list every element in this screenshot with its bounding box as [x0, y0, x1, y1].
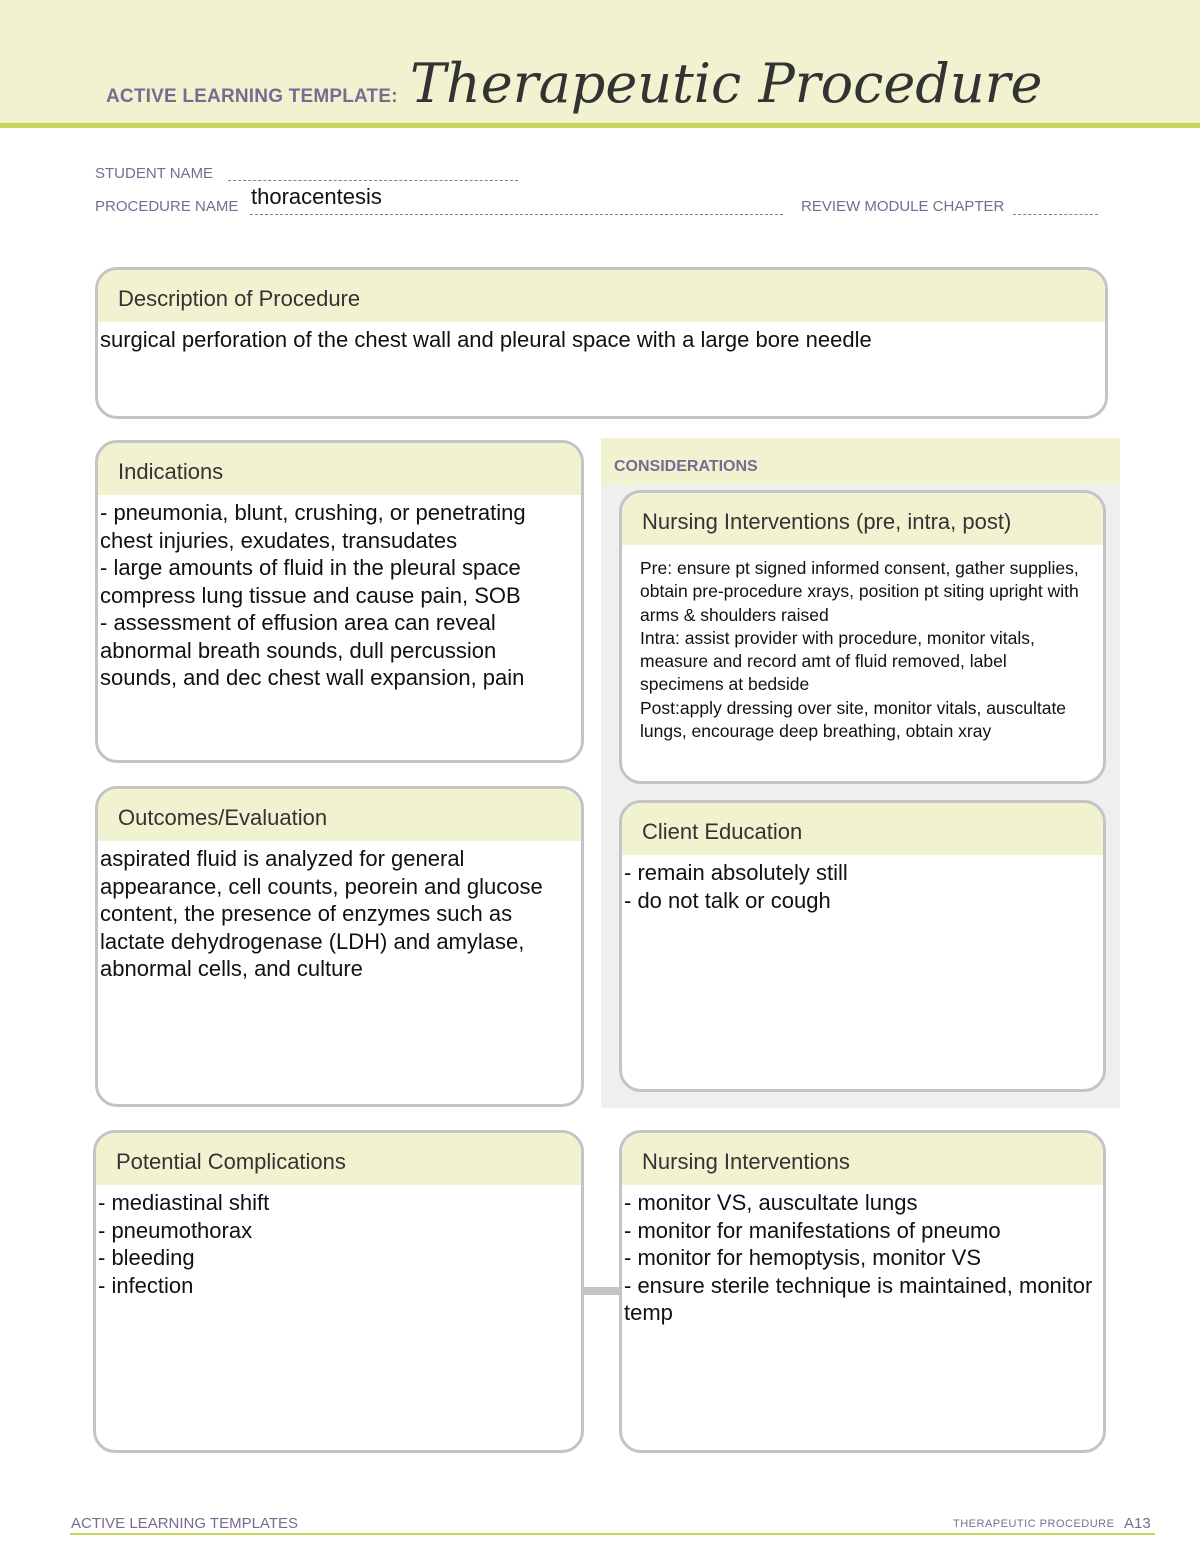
nursing-interventions-text[interactable]: - monitor VS, auscultate lungs - monitor for manifestations of pneumo - monitor for hemoptysis, monitor VS - ensure sterile technique is maintained, monitor temp: [624, 1190, 1093, 1325]
description-box: [95, 267, 1108, 419]
student-name-label: STUDENT NAME: [95, 165, 214, 182]
client-education-title: Client Education: [622, 803, 1103, 855]
review-module-field[interactable]: [1013, 214, 1098, 215]
complications-text[interactable]: - mediastinal shift - pneumothorax - bleeding - infection: [98, 1190, 270, 1298]
considerations-title: CONSIDERATIONS: [614, 458, 758, 475]
outcomes-box: [95, 786, 584, 1107]
client-education-box: [619, 800, 1106, 1092]
review-module-label: REVIEW MODULE CHAPTER: [801, 198, 1005, 215]
complications-box: [93, 1130, 584, 1453]
description-text[interactable]: surgical perforation of the chest wall and pleural space with a large bore needle: [100, 327, 872, 352]
procedure-name-underline: [250, 214, 783, 215]
nursing-pre-intra-post-title: Nursing Interventions (pre, intra, post): [622, 493, 1103, 545]
nursing-interventions-box: [619, 1130, 1106, 1453]
student-name-field[interactable]: [228, 180, 518, 181]
indications-box: [95, 440, 584, 763]
description-title: Description of Procedure: [98, 270, 1105, 322]
indications-title: Indications: [98, 443, 581, 495]
outcomes-title: Outcomes/Evaluation: [98, 789, 581, 841]
client-education-text[interactable]: - remain absolutely still - do not talk or cough: [624, 860, 848, 913]
complications-title: Potential Complications: [96, 1133, 581, 1185]
page-number: A13: [1124, 1515, 1151, 1532]
nursing-interventions-title: Nursing Interventions: [622, 1133, 1103, 1185]
template-label: ACTIVE LEARNING TEMPLATE:: [106, 86, 398, 107]
procedure-name-field[interactable]: thoracentesis: [251, 184, 382, 209]
procedure-name-label: PROCEDURE NAME: [95, 198, 239, 215]
page-title: Therapeutic Procedure: [410, 52, 1043, 115]
indications-text[interactable]: - pneumonia, blunt, crushing, or penetrating chest injuries, exudates, transudates - large amounts of fluid in the pleural space compress lung tissue and cause pain, SOB - assessment of effusion area can reveal abnormal breath sounds, dull percussion sounds, and dec chest wall expansion, pain: [100, 500, 526, 690]
nursing-pre-intra-post-box: [619, 490, 1106, 784]
footer-left: ACTIVE LEARNING TEMPLATES: [71, 1515, 298, 1532]
footer-divider: [70, 1533, 1155, 1535]
outcomes-text[interactable]: aspirated fluid is analyzed for general appearance, cell counts, peorein and glucose content, the presence of enzymes such as lactate dehydrogenase (LDH) and amylase, abnormal cells, and culture: [100, 846, 543, 981]
footer-right: THERAPEUTIC PROCEDURE: [953, 1518, 1115, 1530]
nursing-pre-intra-post-text[interactable]: Pre: ensure pt signed informed consent, gather supplies, obtain pre-procedure xrays, position pt siting upright with arms & shoulders raised Intra: assist provider with procedure, monitor vitals, measure and record amt of fluid removed, label specimens at bedside Post:apply dressing over site, monitor vitals, auscultate lungs, encourage deep breathing, obtain xray: [640, 558, 1079, 742]
connector: [583, 1287, 620, 1295]
